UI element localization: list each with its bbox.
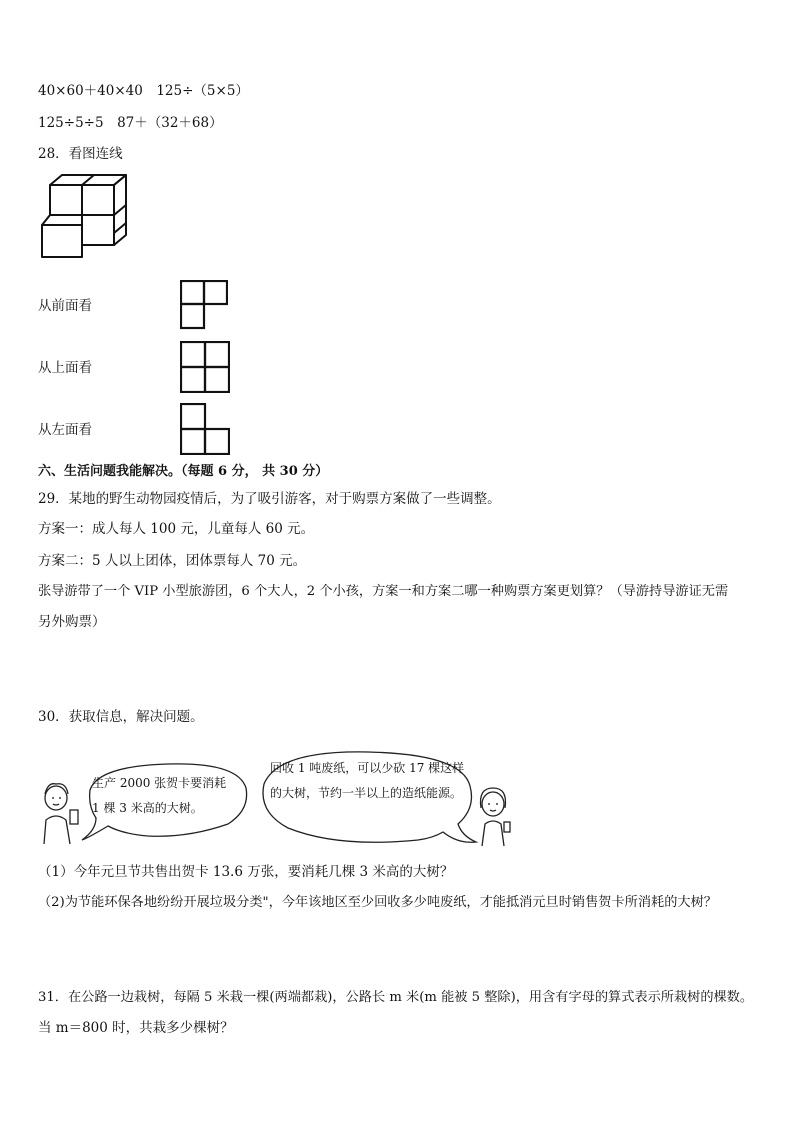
view-shape-b [180,341,230,393]
q29-question-line2: 另外购票） [38,614,106,630]
q30-sub1: （1）今年元旦节共售出贺卡 13.6 万张，要消耗几棵 3 米高的大树？ [38,864,454,880]
man-figure [44,784,78,844]
q30-sub2: （2)为节能环保各地纷纷开展垃圾分类"，今年该地区至少回收多少吨废纸，才能抵消元旦时销售贺卡所消耗的大树？ [38,895,717,910]
view-shape-a [180,280,228,330]
girl-figure [481,788,511,846]
bubble1-line2: 1 棵 3 米高的大树。 [92,801,203,815]
q31-line1: 31．在公路一边栽树，每隔 5 米栽一棵(两端都栽)，公路长 m 米(m 能被 5 整除)，用含有字母的算式表示所栽树的棵数。 [38,990,754,1005]
section6-header: 六、生活问题我能解决。（每题 6 分， 共 30 分） [38,464,329,479]
calc-row-1: 40×60＋40×40 125÷（5×5） [38,83,249,99]
q29-plan2: 方案二：5 人以上团体，团体票每人 70 元。 [38,553,307,569]
view-label-left: 从左面看 [38,422,92,438]
view-label-front: 从前面看 [38,298,92,314]
q29-plan1: 方案一：成人每人 100 元，儿童每人 60 元。 [38,521,315,537]
q30-title: 30．获取信息，解决问题。 [38,709,204,725]
view-shape-c [180,403,230,455]
bubble2-line2: 的大树，节约一半以上的造纸能源。 [270,786,463,800]
view-label-top: 从上面看 [38,360,92,376]
bubble2-line1: 回收 1 吨废纸，可以少砍 17 棵这样 [270,761,465,775]
q28-title: 28．看图连线 [38,146,123,162]
q31-line2: 当 m＝800 时，共栽多少棵树？ [38,1020,234,1036]
calc-row-2: 125÷5÷5 87＋（32＋68） [38,115,223,131]
cube-stack-figure [38,173,130,269]
bubble1-line1: 生产 2000 张贺卡要消耗 [92,776,227,790]
q29-question-line1: 张导游带了一个 VIP 小型旅游团，6 个大人，2 个小孩，方案一和方案二哪一种购票方案更划算？（导游持导游证无需 [38,584,729,599]
q29-intro: 29．某地的野生动物园疫情后，为了吸引游客，对于购票方案做了一些调整。 [38,491,501,507]
